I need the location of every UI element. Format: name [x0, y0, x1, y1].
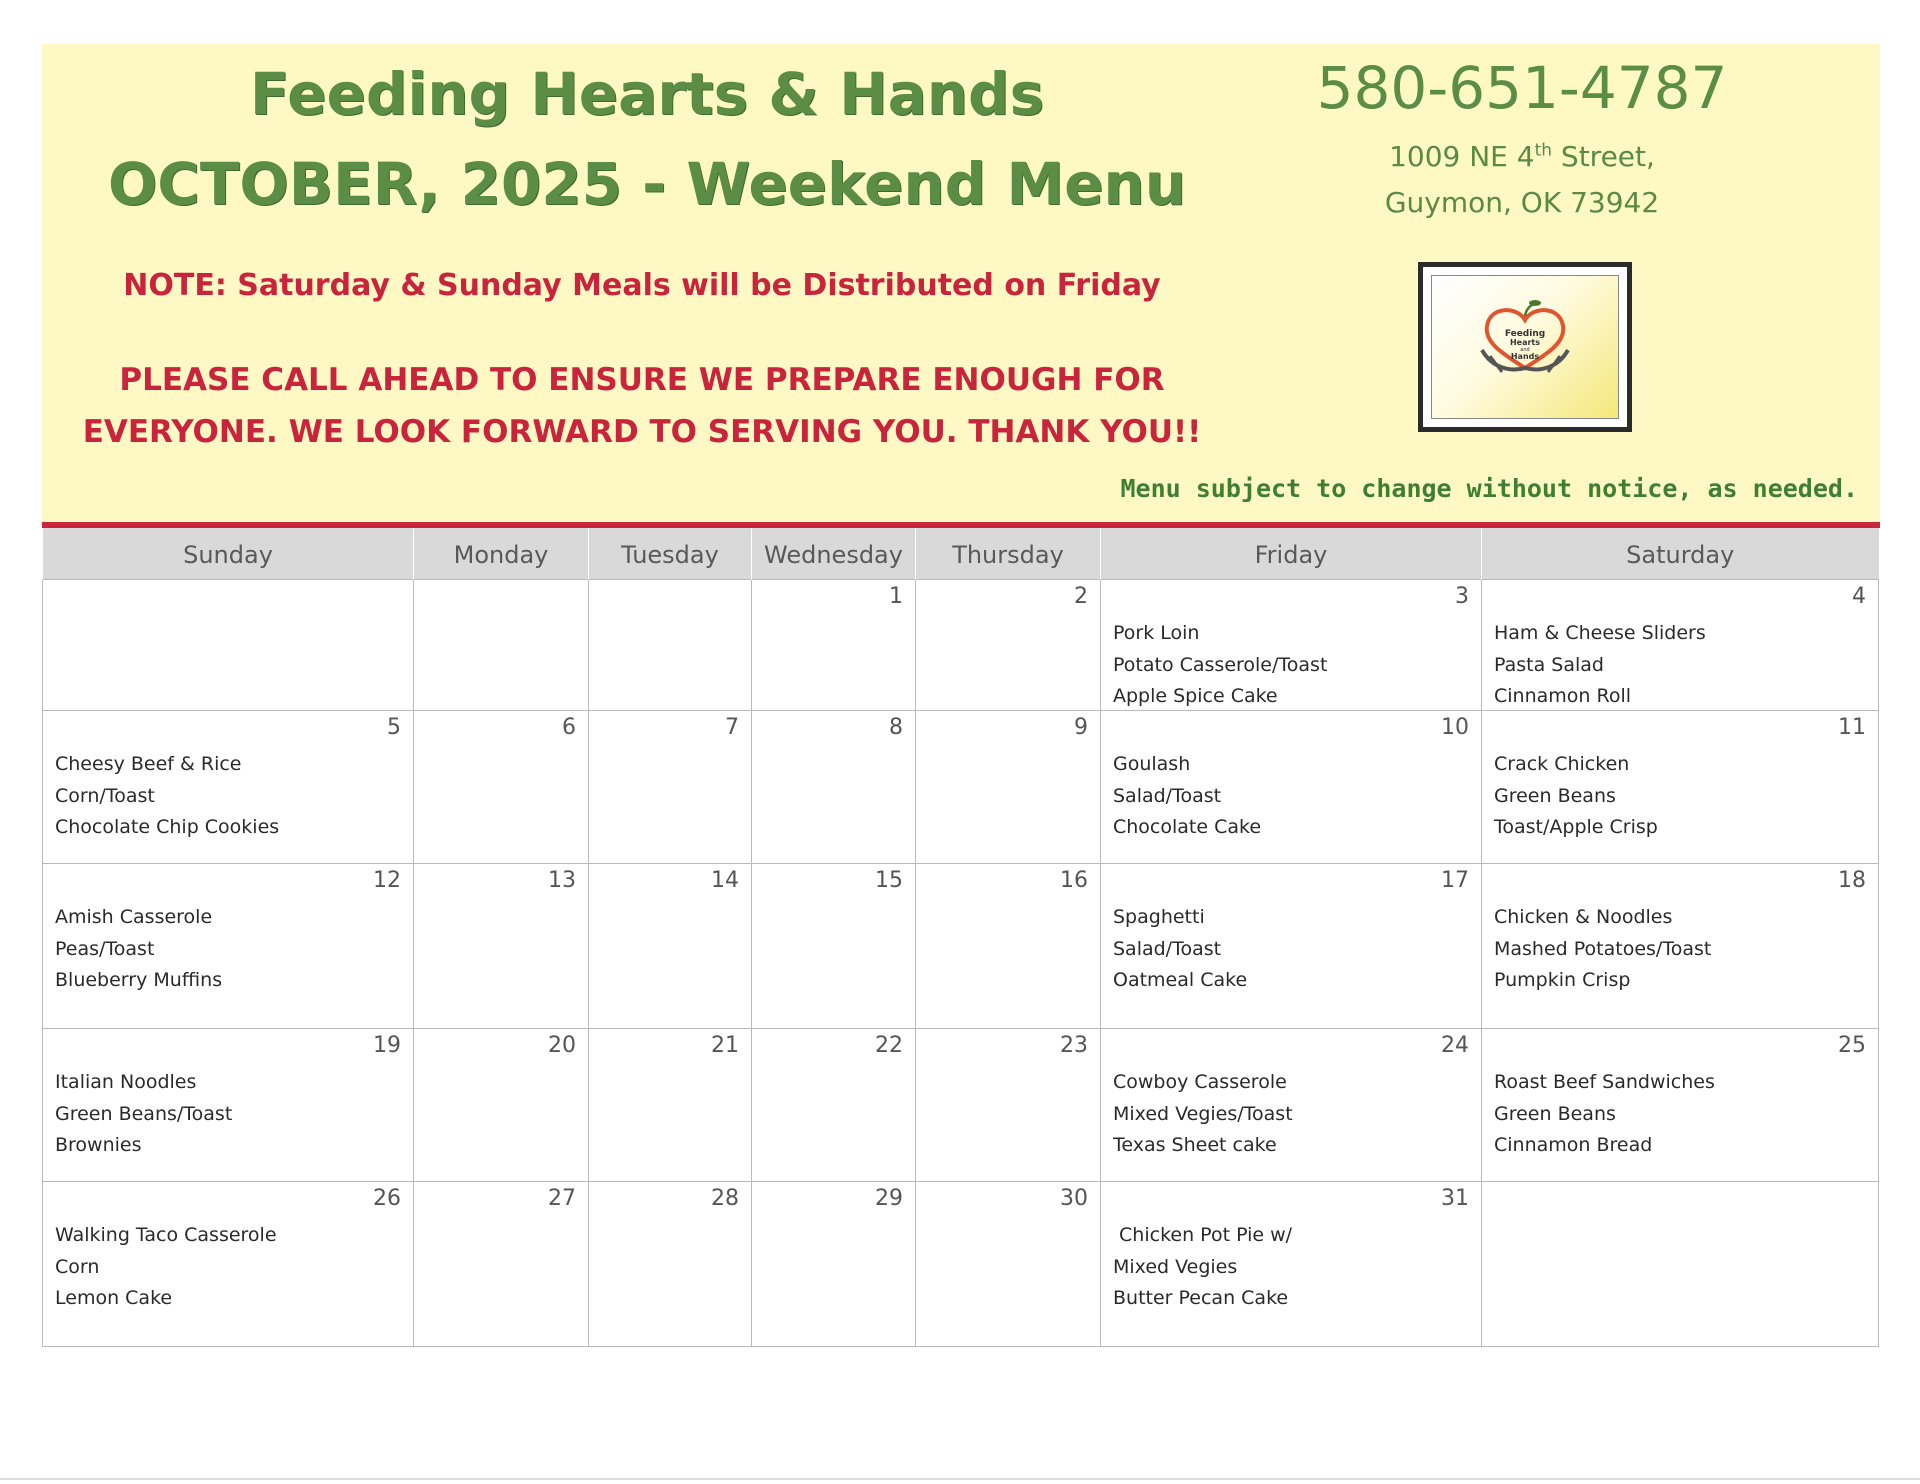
meal-item: Pasta Salad [1494, 653, 1604, 676]
logo-word-1: Feeding [1504, 329, 1546, 339]
day-number: 29 [875, 1186, 903, 1211]
meal-list [1113, 618, 1327, 713]
address-line-1 [1282, 140, 1762, 173]
day-cell [752, 864, 916, 1029]
day-number: 24 [1441, 1033, 1469, 1058]
meal-list [55, 749, 279, 844]
meal-list [1494, 618, 1706, 713]
day-number: 23 [1060, 1033, 1088, 1058]
meal-item: Cheesy Beef & Rice [55, 753, 242, 775]
header-banner [42, 44, 1880, 522]
meal-item: Lemon Cake [55, 1287, 173, 1309]
day-cell [1482, 1182, 1879, 1347]
week-row [43, 1029, 1879, 1182]
address-street-name: Street, [1552, 140, 1655, 173]
meal-item: Salad/Toast [1113, 937, 1222, 960]
day-number: 6 [562, 715, 576, 740]
day-cell [589, 864, 752, 1029]
day-cell [752, 711, 916, 864]
heart-hands-logo-icon [1432, 276, 1618, 418]
day-cell [752, 1182, 916, 1347]
day-cell [43, 580, 414, 711]
meal-item: Cinnamon Bread [1494, 1134, 1653, 1156]
day-cell [43, 864, 414, 1029]
day-cell [414, 1182, 589, 1347]
meal-item: Corn/Toast [55, 784, 155, 807]
day-cell [1101, 864, 1482, 1029]
day-header: Wednesday [752, 528, 916, 580]
logo [1431, 275, 1619, 419]
logo-word-2: Hearts [1509, 338, 1541, 347]
day-number: 16 [1060, 868, 1088, 893]
meal-item: Chicken & Noodles [1494, 906, 1673, 928]
phone-number: 580-651-4787 [1316, 54, 1728, 122]
meal-item: Peas/Toast [55, 937, 155, 960]
meal-item: Green Beans [1494, 784, 1616, 807]
meal-item: Blueberry Muffins [55, 969, 223, 991]
call-ahead-line-1: PLEASE CALL AHEAD TO ENSURE WE PREPARE ENOUGH FOR [119, 362, 1165, 398]
menu-title: OCTOBER, 2025 - Weekend Menu [108, 150, 1186, 218]
logo-word-3: and [1520, 347, 1530, 353]
week-row [43, 864, 1879, 1029]
meal-item: Italian Noodles [55, 1071, 197, 1093]
day-number: 31 [1441, 1186, 1469, 1211]
week-row [43, 1182, 1879, 1347]
meal-item: Salad/Toast [1113, 784, 1222, 807]
day-cell [589, 711, 752, 864]
day-cell [1482, 864, 1879, 1029]
day-cell [1101, 711, 1482, 864]
address-street-number: 1009 NE 4 [1389, 140, 1535, 173]
day-cell [414, 864, 589, 1029]
day-header: Sunday [43, 528, 414, 580]
meal-item: Cinnamon Roll [1494, 685, 1632, 707]
meal-item: Oatmeal Cake [1113, 969, 1248, 991]
day-cell [414, 1029, 589, 1182]
menu-disclaimer: Menu subject to change without notice, as needed. [1120, 474, 1858, 503]
day-number: 17 [1441, 868, 1469, 893]
week-row [43, 580, 1879, 711]
meal-item: Chicken Pot Pie w/ [1113, 1224, 1293, 1246]
address-line-2: Guymon, OK 73942 [1384, 186, 1660, 219]
meal-item: Green Beans/Toast [55, 1102, 233, 1125]
day-cell [916, 580, 1101, 711]
day-number: 2 [1074, 584, 1088, 609]
day-cell [43, 711, 414, 864]
meal-item: Potato Casserole/Toast [1113, 653, 1328, 676]
week-row [43, 711, 1879, 864]
day-cell [916, 1029, 1101, 1182]
meal-item: Walking Taco Casserole [55, 1224, 277, 1246]
day-cell [1101, 1029, 1482, 1182]
day-cell [916, 1182, 1101, 1347]
day-number: 28 [711, 1186, 739, 1211]
day-cell [1482, 1029, 1879, 1182]
meal-item: Green Beans [1494, 1102, 1616, 1125]
day-cell [916, 711, 1101, 864]
day-number: 3 [1455, 584, 1469, 609]
meal-list [1113, 1220, 1292, 1315]
day-header: Saturday [1482, 528, 1879, 580]
meal-item: Crack Chicken [1494, 753, 1630, 775]
meal-item: Mixed Vegies/Toast [1113, 1102, 1293, 1125]
meal-item: Corn [55, 1255, 100, 1278]
day-cell [1482, 580, 1879, 711]
meal-list [1494, 902, 1711, 997]
day-number: 15 [875, 868, 903, 893]
meal-item: Chocolate Chip Cookies [55, 816, 280, 838]
meal-item: Butter Pecan Cake [1113, 1287, 1289, 1309]
day-number: 13 [548, 868, 576, 893]
meal-list [1113, 902, 1247, 997]
meal-item: Pork Loin [1113, 622, 1200, 644]
day-number: 4 [1852, 584, 1866, 609]
day-cell [589, 1182, 752, 1347]
day-number: 1 [889, 584, 903, 609]
weekday-header-row [43, 528, 1879, 580]
day-number: 18 [1838, 868, 1866, 893]
meal-item: Toast/Apple Crisp [1494, 816, 1658, 838]
meal-item: Goulash [1113, 753, 1191, 775]
day-cell [43, 1182, 414, 1347]
meal-item: Pumpkin Crisp [1494, 969, 1631, 991]
meal-item: Apple Spice Cake [1113, 685, 1278, 707]
meal-item: Brownies [55, 1134, 142, 1156]
day-header: Monday [414, 528, 589, 580]
meal-list [55, 1220, 277, 1315]
meal-list [1494, 749, 1658, 844]
day-number: 20 [548, 1033, 576, 1058]
day-cell [43, 1029, 414, 1182]
day-cell [414, 711, 589, 864]
day-number: 11 [1838, 715, 1866, 740]
meal-item: Spaghetti [1113, 906, 1205, 928]
call-ahead-line-2: EVERYONE. WE LOOK FORWARD TO SERVING YOU. THANK YOU!! [82, 414, 1202, 450]
meal-item: Ham & Cheese Sliders [1494, 622, 1706, 644]
day-number: 22 [875, 1033, 903, 1058]
meal-list [1494, 1067, 1715, 1162]
calendar-table [42, 528, 1879, 1347]
meal-item: Chocolate Cake [1113, 816, 1262, 838]
page-bottom-rule [0, 1478, 1920, 1480]
distribution-note: NOTE: Saturday & Sunday Meals will be Distributed on Friday [123, 268, 1161, 303]
calendar-body [43, 580, 1879, 1347]
day-cell [1482, 711, 1879, 864]
meal-item: Texas Sheet cake [1113, 1134, 1277, 1156]
meal-list [1113, 749, 1261, 844]
day-number: 19 [373, 1033, 401, 1058]
day-cell [589, 1029, 752, 1182]
logo-word-4: Hands [1510, 352, 1540, 361]
day-cell [1101, 580, 1482, 711]
day-number: 26 [373, 1186, 401, 1211]
day-number: 10 [1441, 715, 1469, 740]
day-number: 25 [1838, 1033, 1866, 1058]
day-header: Tuesday [589, 528, 752, 580]
address-superscript: th [1534, 140, 1553, 161]
meal-item: Mixed Vegies [1113, 1255, 1238, 1278]
meal-list [55, 1067, 232, 1162]
day-cell [752, 580, 916, 711]
day-number: 5 [387, 715, 401, 740]
meal-item: Cowboy Casserole [1113, 1071, 1287, 1093]
day-number: 21 [711, 1033, 739, 1058]
day-number: 14 [711, 868, 739, 893]
day-cell [1101, 1182, 1482, 1347]
day-number: 8 [889, 715, 903, 740]
day-header: Thursday [916, 528, 1101, 580]
meal-list [55, 902, 222, 997]
meal-item: Amish Casserole [55, 906, 213, 928]
day-number: 9 [1074, 715, 1088, 740]
day-number: 27 [548, 1186, 576, 1211]
day-cell [414, 580, 589, 711]
meal-item: Mashed Potatoes/Toast [1494, 937, 1712, 960]
meal-list [1113, 1067, 1293, 1162]
day-number: 30 [1060, 1186, 1088, 1211]
day-cell [589, 580, 752, 711]
day-number: 12 [373, 868, 401, 893]
logo-frame [1418, 262, 1632, 432]
day-number: 7 [725, 715, 739, 740]
meal-item: Roast Beef Sandwiches [1494, 1071, 1715, 1093]
day-cell [916, 864, 1101, 1029]
day-cell [752, 1029, 916, 1182]
org-title: Feeding Hearts & Hands [249, 60, 1045, 128]
day-header: Friday [1101, 528, 1482, 580]
